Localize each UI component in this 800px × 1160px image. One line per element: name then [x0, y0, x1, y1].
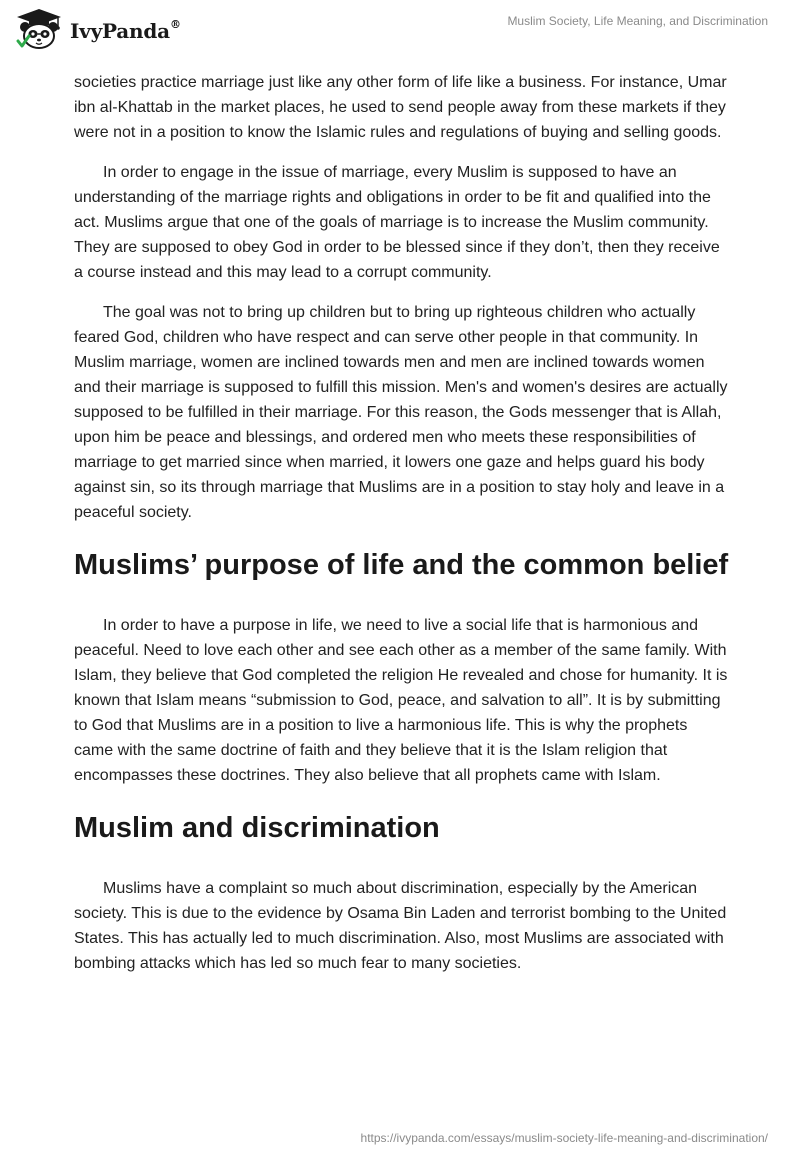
section-heading-purpose: Muslims’ purpose of life and the common belief: [74, 549, 729, 581]
brand-name: IvyPanda®: [70, 18, 181, 43]
paragraph-5: Muslims have a complaint so much about discrimination, especially by the American society. This is due to the evidence by Osama Bin Laden and terrorist bombing to the United States. This has actually led to much discrimination. Also, most Muslims are associated with bombing attacks which has led so much fear to many societies.: [74, 880, 727, 972]
paragraph-1: societies practice marriage just like any other form of life like a business. For instance, Umar ibn al-Khattab in the market places, he used to send people away from these markets if they were not in a position to know the Islamic rules and regulations of buying and selling goods.: [74, 74, 727, 141]
brand-logo[interactable]: [14, 7, 181, 51]
paragraph-4: In order to have a purpose in life, we need to live a social life that is harmonious and peaceful. Need to love each other and see each other as a member of the same family. With Islam, they believe that God completed the religion He revealed and chose for humanity. It is known that Islam means “submission to God, peace, and salvation to all”. It is by submitting to God that Muslims are in a position to live a harmonious life. This is why the prophets came with the same doctrine of faith and they believe that it is the Islam religion that encompasses these doctrines. They also believe that all prophets came with Islam.: [74, 617, 728, 784]
source-url[interactable]: https://ivypanda.com/essays/muslim-society-life-meaning-and-discrimination/: [360, 1131, 768, 1145]
essay-content: [74, 70, 729, 991]
page-header: [0, 0, 800, 64]
section-heading-discrimination: Muslim and discrimination: [74, 812, 440, 844]
document-title: Muslim Society, Life Meaning, and Discrimination: [507, 14, 768, 28]
paragraph-3: The goal was not to bring up children but to bring up righteous children who actually feared God, children who have respect and can serve other people in that community. In Muslim marriage, women are inclined towards men and men are inclined towards women and their marriage is supposed to fulfill this mission. Men's and women's desires are actually supposed to be fulfilled in their marriage. For this reason, the Gods messenger that is Allah, upon him be peace and blessings, and ordered men who meets these responsibilities of marriage to get married since when married, it lowers one gaze and helps guard his body against sin, so its through marriage that Muslims are in a position to stay holy and leave in a peaceful society.: [74, 304, 728, 521]
paragraph-2: In order to engage in the issue of marriage, every Muslim is supposed to have an understanding of the marriage rights and obligations in order to be fit and qualified into the act. Muslims argue that one of the goals of marriage is to increase the Muslim community. They are supposed to obey God in order to be blessed since if they don’t, then they receive a course instead and this may lead to a corrupt community.: [74, 164, 720, 281]
panda-graduate-icon: [14, 7, 64, 51]
